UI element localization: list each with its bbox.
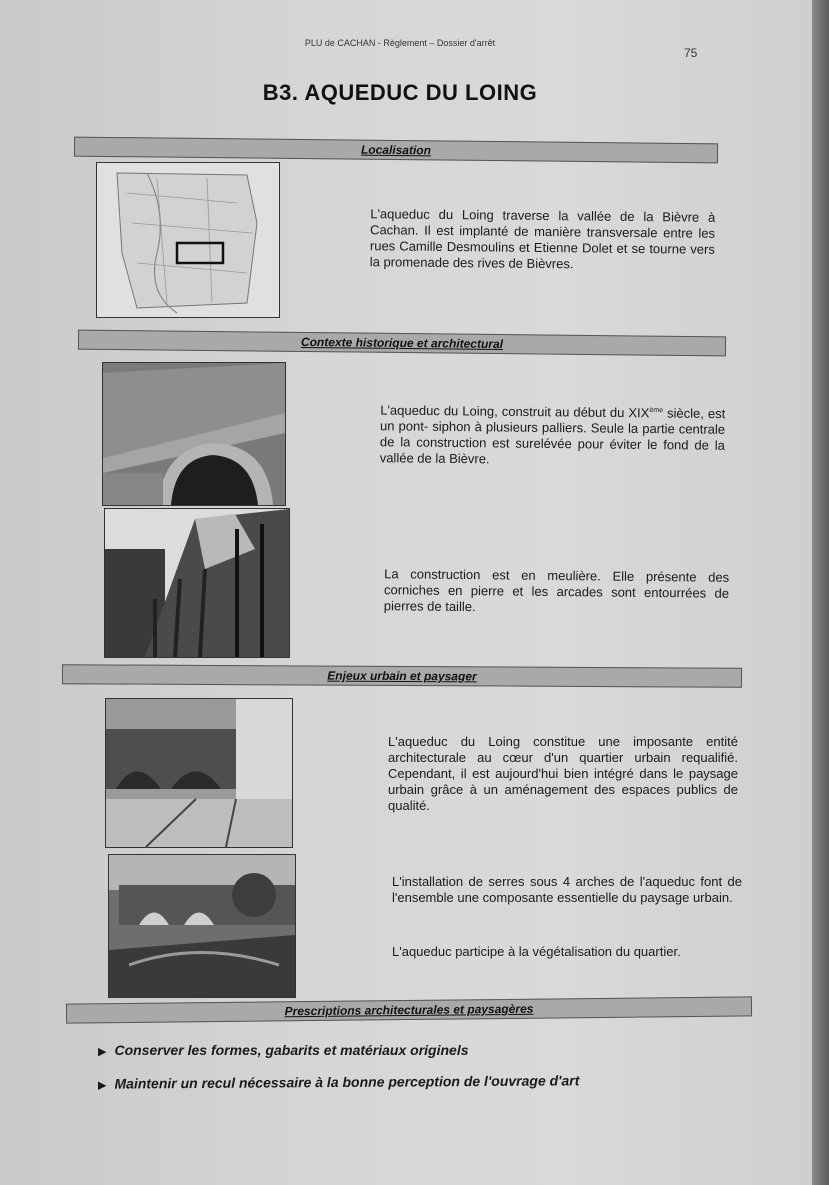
section-heading-enjeux: Enjeux urbain et paysager — [62, 664, 742, 688]
page-edge-shadow — [812, 0, 829, 1185]
prescription-bullet: ▶ Conserver les formes, gabarits et matériaux originels — [98, 1042, 469, 1058]
location-map-image — [96, 162, 280, 318]
enjeux-text-1: L'aqueduc du Loing constitue une imposante entité architecturale au cœur d'un quartier urbain requalifié. Cependant, il est aujourd'hui bien intégré dans le paysage urbain grâce à un aménagement des espaces publics de qualité. — [388, 734, 738, 813]
aqueduct-wall-photo — [104, 508, 290, 658]
enjeux-text-3: L'aqueduc participe à la végétalisation du quartier. — [392, 944, 681, 959]
urban-context-photo — [105, 698, 293, 848]
bullet-arrow-icon: ▶ — [97, 1079, 107, 1092]
contexte-text-2: La construction est en meulière. Elle présente des corniches en pierre et les arcades sont entourrées de pierres de taille. — [383, 566, 730, 615]
running-header: PLU de CACHAN - Règlement – Dossier d'arrêt — [304, 38, 496, 48]
greenhouses-photo — [108, 854, 296, 998]
section-heading-prescriptions: Prescriptions architecturales et paysagères — [66, 996, 752, 1023]
section-heading-localisation: Localisation — [74, 137, 718, 164]
aqueduct-arch-photo — [102, 362, 286, 506]
bullet-arrow-icon: ▶ — [98, 1046, 107, 1058]
prescription-bullet: ▶ Maintenir un recul nécessaire à la bonne perception de l'ouvrage d'art — [97, 1072, 580, 1092]
section-heading-contexte: Contexte historique et architectural — [78, 330, 726, 357]
enjeux-text-2: L'installation de serres sous 4 arches de l'aqueduc font de l'ensemble une composante essentielle du paysage urbain. — [392, 874, 742, 905]
contexte-text-1: L'aqueduc du Loing, construit au début du XIXème siècle, est un pont- siphon à plusieurs palliers. Seule la partie centrale de la construction est surelévée pour éviter le fond de la vallée de la Bièvre. — [379, 402, 726, 467]
page-number: 75 — [684, 46, 698, 60]
page-title: B3. AQUEDUC DU LOING — [262, 80, 538, 105]
map-drawing — [97, 163, 279, 317]
localisation-text: L'aqueduc du Loing traverse la vallée de la Bièvre à Cachan. Il est implanté de manière transversale entre les rues Camille Desmoulins et Etienne Dolet et se tourne vers la promenade des rives de Bièvres. — [369, 206, 716, 272]
